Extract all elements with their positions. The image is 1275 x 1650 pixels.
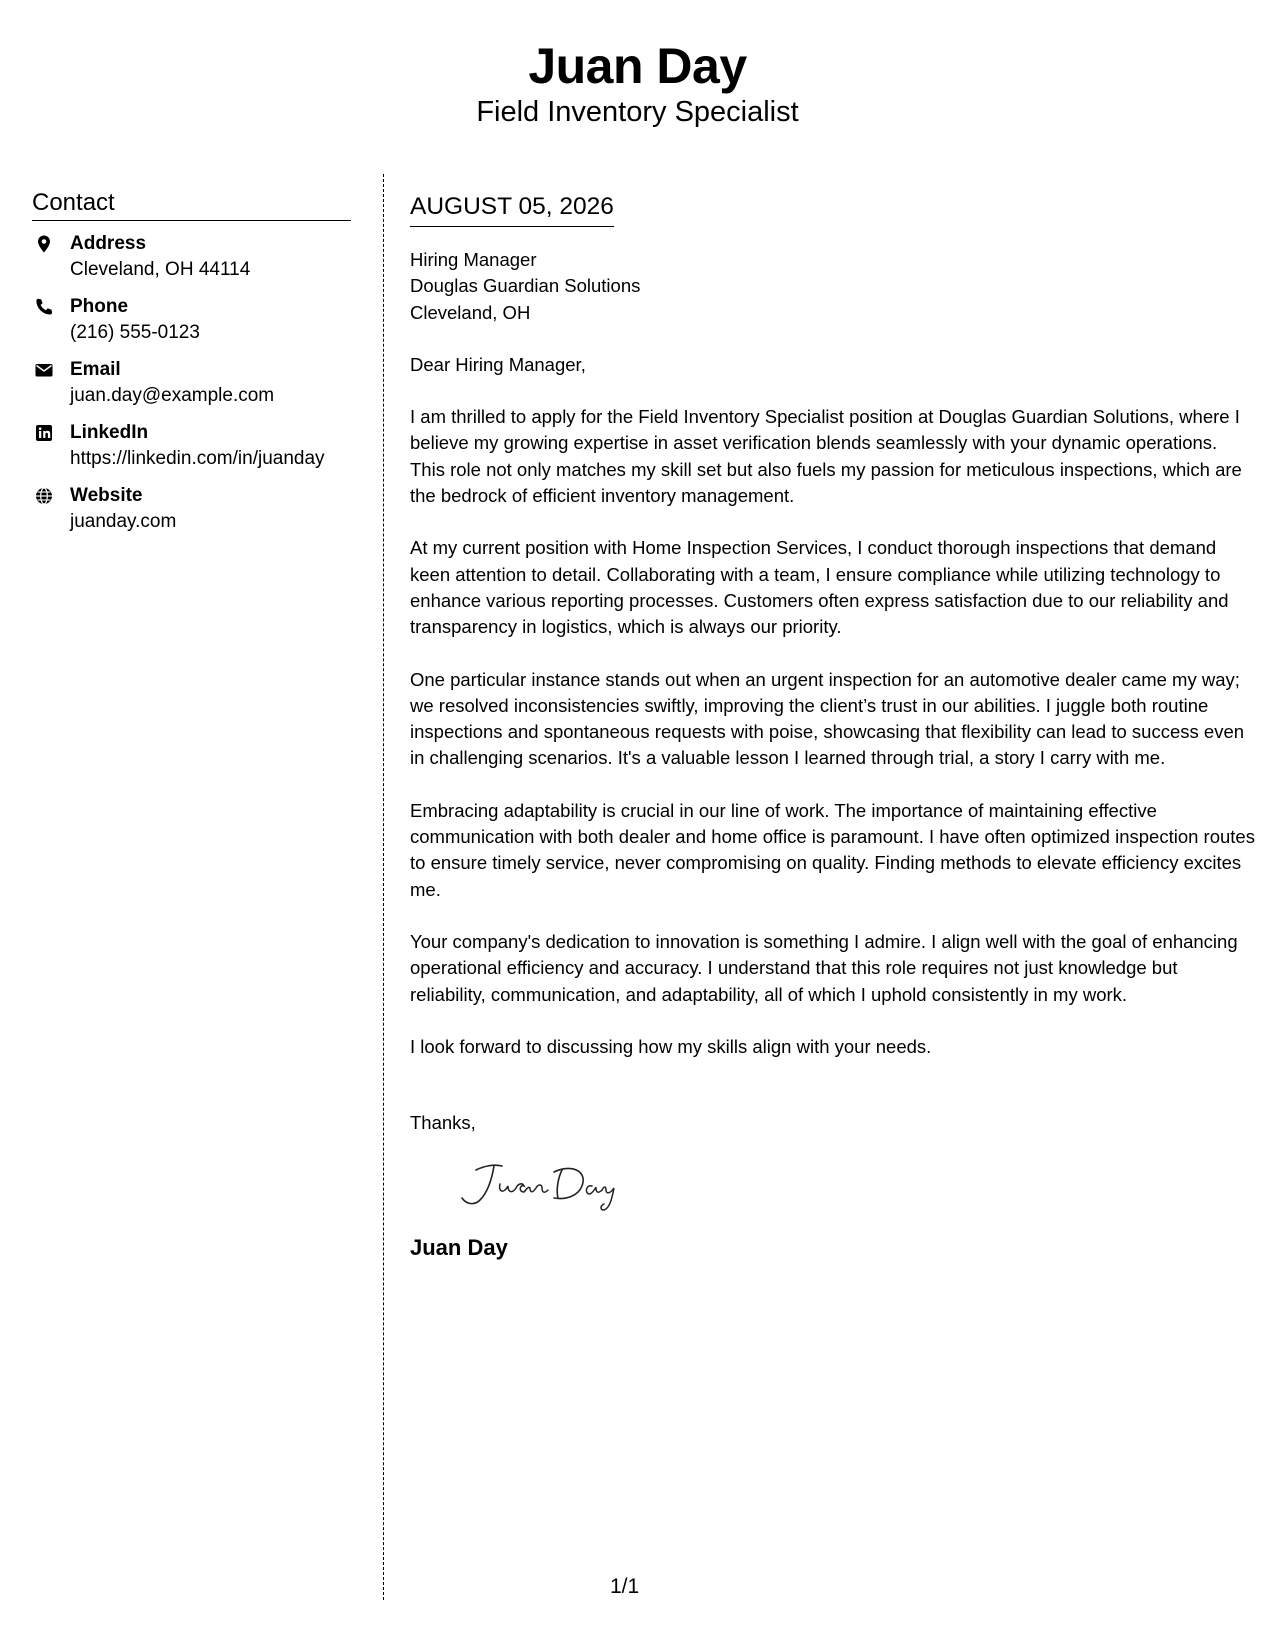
contact-sidebar [32,188,351,546]
contact-address-value: Cleveland, OH 44114 [70,259,251,280]
signer-name: Juan Day [410,1235,508,1261]
map-pin-icon [34,234,54,254]
contact-email-label: Email [70,359,121,380]
recipient-line: Hiring Manager [410,249,537,270]
contact-phone-label: Phone [70,296,129,317]
globe-icon [34,486,54,506]
contact-linkedin-label: LinkedIn [70,422,149,443]
envelope-icon [34,360,54,380]
contact-phone [32,294,351,346]
letter-paragraph: Embracing adaptability is crucial in our line of work. The importance of maintaining effective communication with both dealer and home office is paramount. I have often optimized inspection routes to ensure timely service, never compromising on quality. Finding methods to elevate efficiency excites me. [410,799,1255,900]
recipient-block [410,247,1255,326]
phone-icon [34,297,54,317]
contact-address [32,231,351,283]
contact-linkedin-value[interactable]: https://linkedin.com/in/juanday [70,448,325,469]
letter-paragraph: I look forward to discussing how my skills align with your needs. [410,1035,932,1057]
letter-paragraph: Your company's dedication to innovation is something I admire. I align well with the goal of enhancing operational efficiency and accuracy. I understand that this role requires not just knowledge but reliability, communication, and adaptability, all of which I uphold consistently in my work. [410,930,1238,1005]
contact-list [32,231,351,535]
salutation: Dear Hiring Manager, [410,353,586,375]
contact-website [32,483,351,535]
contact-address-label: Address [70,233,147,254]
contact-phone-value: (216) 555-0123 [70,322,200,343]
handwritten-signature [454,1158,1255,1214]
letter-body [410,192,1255,1262]
page-number: 1/1 [610,1575,640,1598]
recipient-line: Cleveland, OH [410,301,531,323]
recipient-line: Douglas Guardian Solutions [410,275,641,297]
contact-email [32,357,351,409]
letter-paragraph: I am thrilled to apply for the Field Inventory Specialist position at Douglas Guardian Solutions, where I believe my growing expertise in asset verification blends seamlessly with your dynamic operations. This role not only matches my skill set but also fuels my passion for meticulous inspections, which are the bedrock of efficient inventory management. [410,406,1242,507]
contact-website-label: Website [70,485,143,506]
contact-heading: Contact [32,188,351,221]
contact-website-value[interactable]: juanday.com [70,511,177,532]
letter-paragraph: At my current position with Home Inspection Services, I conduct thorough inspections that demand keen attention to detail. Collaborating with a team, I ensure compliance while utilizing technology to enhance various reporting processes. Customers often express satisfaction due to our reliability and transparency in logistics, which is always our priority. [410,537,1229,638]
column-divider [383,174,384,1600]
contact-linkedin [32,420,351,472]
closing: Thanks, [410,1112,476,1134]
job-title: Field Inventory Specialist [476,96,799,128]
contact-email-value[interactable]: juan.day@example.com [70,385,275,406]
linkedin-icon [34,423,54,443]
letter-date: AUGUST 05, 2026 [410,192,614,227]
letter-paragraph: One particular instance stands out when an urgent inspection for an automotive dealer came my way; we resolved inconsistencies swiftly, improving the client’s trust in our abilities. I juggle both routine inspections and spontaneous requests with poise, showcasing that flexibility can lead to success even in challenging scenarios. It's a valuable lesson I learned through trial, a story I carry with me. [410,668,1245,769]
applicant-name: Juan Day [528,38,747,94]
